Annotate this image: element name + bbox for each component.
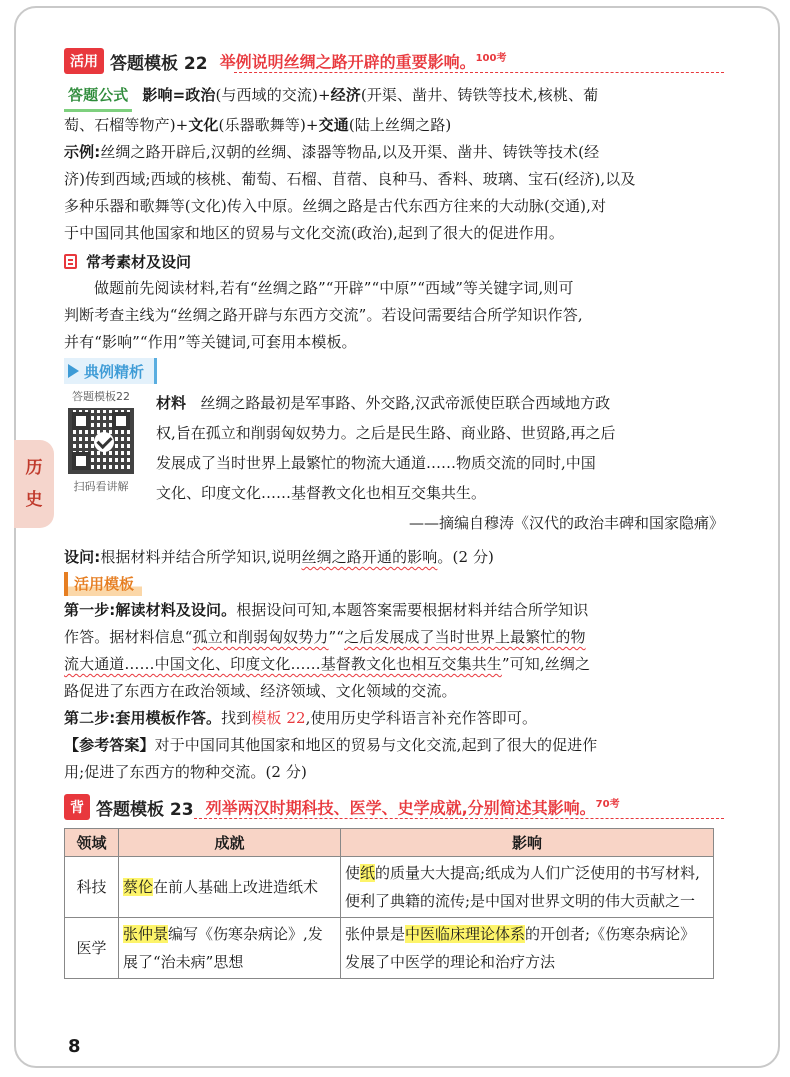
apply-template-tag-wrap [64,571,724,597]
step1-line-4: 路促进了东西方在政治领域、经济领域、文化领域的交流。 [64,682,457,700]
material-text [156,388,724,538]
apply-template-tag: 活用模板 [64,572,142,596]
side-tab-char: 史 [25,490,43,510]
page-number: 8 [68,1036,81,1057]
table-row [65,857,714,918]
material-block [64,388,724,544]
formula-line-2: 萄、石榴等物产)+文化(乐器歌舞等)+交通(陆上丝绸之路) [64,116,452,134]
material-para-3: 发展成了当时世界上最繁忙的物流大通道……物质交流的同时,中国 [156,454,596,472]
table-row [65,918,714,979]
impact-cell: 使纸的质量大大提高;纸成为人们广泛使用的书写材料,便利了典籍的流传;是中国对世界文明的伟大贡献之一 [341,857,714,918]
subject-side-tab [14,440,54,528]
qr-caption-bottom: 扫码看讲解 [73,480,129,493]
header-underline [234,72,724,73]
play-triangle-icon [68,364,79,378]
step1-line-3: 流大通道……中国文化、印度文化……基督教文化也相互交集共生”可知,丝绸之 [64,655,591,673]
material-section-head: 常考素材及设问 [64,247,724,275]
example-line-2: 济)传到西域;西域的核桃、葡萄、石榴、苜蓿、良种马、香料、玻璃、宝石(经济),以及 [64,170,636,188]
page-content [64,46,724,979]
answer-line-1: 【参考答案】对于中国同其他国家和地区的贸易与文化交流,起到了很大的促进作 [64,736,598,754]
apply-badge: 活用 [64,48,104,74]
achievement-cell: 蔡伦在前人基础上改进造纸术 [119,857,341,918]
qr-caption-top: 答题模板22 [72,390,130,403]
template-23-question: 列举两汉时期科技、医学、史学成就,分别简述其影响。$^{70考}$ [205,798,620,818]
material-line-1: 做题前先阅读材料,若有“丝绸之路”“开辟”“中原”“西域”等关键字词,则可 [94,279,574,297]
exam-frequency: 100考 [475,53,507,65]
column-header: 影响 [341,829,714,857]
recite-badge: 背 [64,794,90,820]
step1-line-2: 作答。据材料信息“孤立和削弱匈奴势力”“之后发展成了当时世界上最繁忙的物 [64,628,586,646]
column-header: 领域 [65,829,119,857]
template-23-title: 答题模板 23 [96,799,194,820]
field-cell: 医学 [65,918,119,979]
answer-line-2: 用;促进了东西方的物种交流。(2 分) [64,763,307,781]
formula-line-1: 答题公式 影响=政治(与西域的交流)+经济(开渠、凿井、铸铁等技术,核桃、葡 [64,82,724,112]
material-para-1: 材料 丝绸之路最初是军事路、外交路,汉武帝派使臣联合西域地方政 [156,394,611,412]
material-line-3: 并有“影响”“作用”等关键词,可套用本模板。 [64,333,357,351]
table-header-row [65,829,714,857]
material-para-2: 权,旨在孤立和削弱匈奴势力。之后是民生路、商业路、世贸路,再之后 [156,424,616,442]
exam-frequency: 70考 [595,799,620,811]
column-header: 成就 [119,829,341,857]
impact-cell: 张仲景是中医临床理论体系的开创者;《伤寒杂病论》发展了中医学的理论和治疗方法 [341,918,714,979]
checkmark-icon [94,432,114,452]
formula-tag: 答题公式 [64,82,132,112]
material-para-4: 文化、印度文化……基督教文化也相互交集共生。 [156,484,487,502]
template-22-header [64,46,724,76]
step2-line: 第二步:套用模板作答。找到模板 22,使用历史学科语言补充作答即可。 [64,709,538,727]
example-line-4: 于中国同其他国家和地区的贸易与文化交流(政治),起到了很大的促进作用。 [64,224,564,242]
field-cell: 科技 [65,857,119,918]
material-label: 材料 [156,394,187,412]
template-22-title: 答题模板 22 [110,53,208,74]
achievement-cell: 张仲景编写《伤寒杂病论》,发展了“治未病”思想 [119,918,341,979]
side-tab-char: 历 [25,457,43,478]
document-icon [64,254,77,269]
qr-code-icon[interactable] [68,408,134,474]
achievements-table [64,828,714,979]
qr-code-box[interactable] [58,388,144,494]
header-underline [194,818,724,819]
material-line-2: 判断考查主线为“丝绸之路开辟与东西方交流”。若设问需要结合所学知识作答, [64,306,583,324]
example-line-1: 示例:丝绸之路开辟后,汉朝的丝绸、漆器等物品,以及开渠、凿井、铸铁等技术(经 [64,143,600,161]
example-label: 示例: [64,143,101,161]
template-23-header [64,792,724,822]
material-source: ——摘编自穆涛《汉代的政治丰碑和国家隐痛》 [408,514,724,532]
example-line-3: 多种乐器和歌舞等(文化)传入中原。丝绸之路是古代东西方往来的大动脉(交通),对 [64,197,607,215]
question-line: 设问:根据材料并结合所学知识,说明丝绸之路开通的影响。(2 分) [64,548,495,566]
template-22-question: 举例说明丝绸之路开辟的重要影响。$^{100考}$ [219,52,507,72]
example-section-head: 典例精析 [64,358,157,384]
step1-line-1: 第一步:解读材料及设问。根据设问可知,本题答案需要根据材料并结合所学知识 [64,601,589,619]
